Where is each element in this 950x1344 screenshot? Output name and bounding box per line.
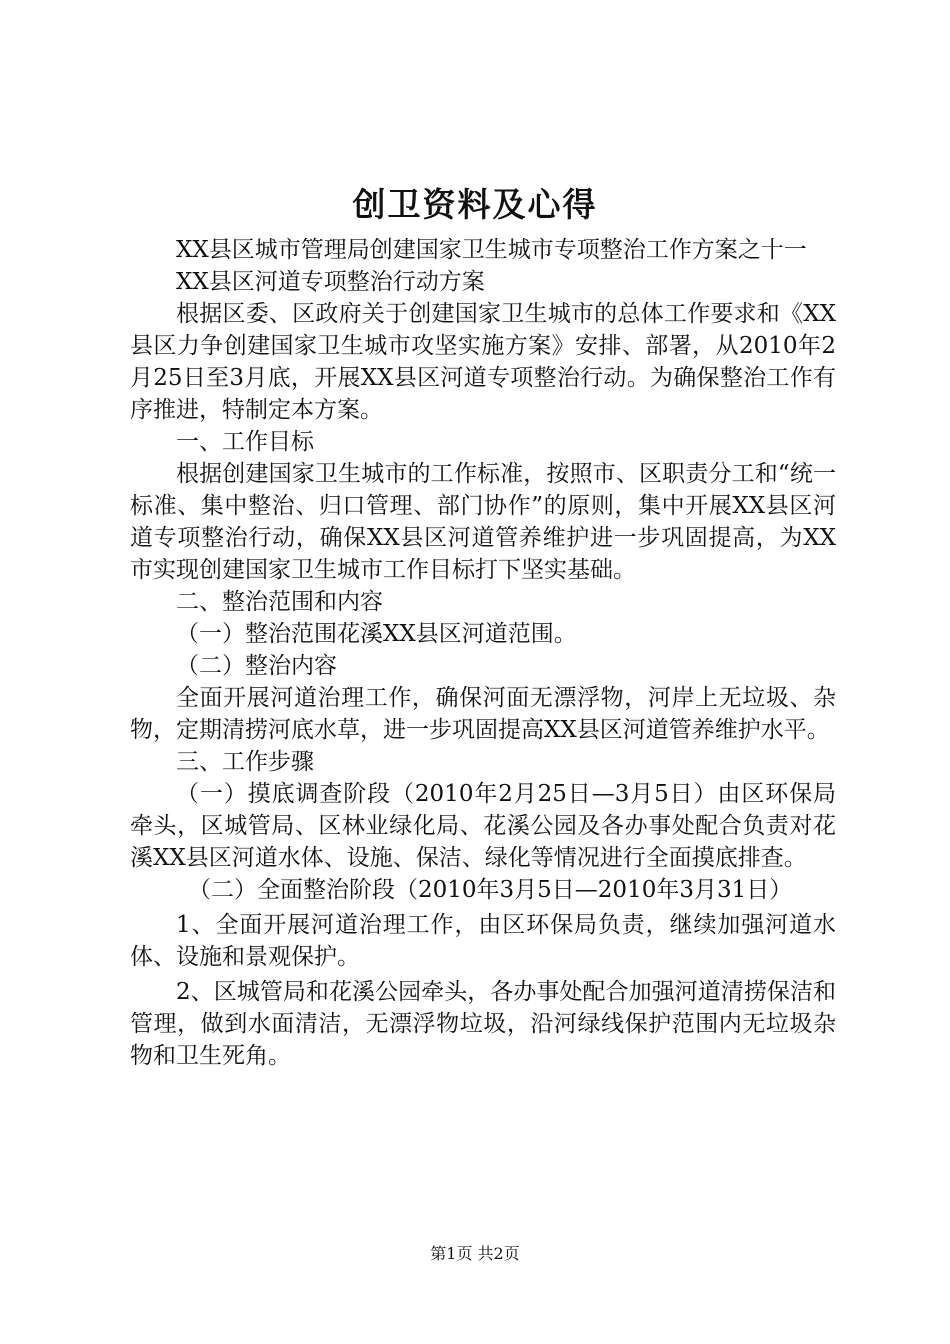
paragraph-intro: 根据区委、区政府关于创建国家卫生城市的总体工作要求和《XX县区力争创建国家卫生城市攻坚实施方案》安排、部署，从2010年2月25日至3月底，开展XX县区河道专项整治行动。为确保整治工作有序推进，特制定本方案。 (130, 301, 836, 423)
paragraph-item-1: 1、全面开展河道治理工作，由区环保局负责，继续加强河道水体、设施和景观保护。 (130, 912, 836, 970)
page-footer: 第1页 共2页 (430, 1244, 520, 1263)
paragraph-scope: （一）整治范围花溪XX县区河道范围。 (176, 621, 577, 647)
paragraph-content: 全面开展河道治理工作，确保河面无漂浮物，河岸上无垃圾、杂物，定期清捞河底水草，进一步巩固提高XX县区河道管养维护水平。 (130, 685, 836, 743)
paragraph-step-survey: （一）摸底调查阶段（2010年2月25日—3月5日）由区环保局牵头，区城管局、区林业绿化局、花溪公园及各办事处配合负责对花溪XX县区河道水体、设施、保洁、绿化等情况进行全面摸底排查。 (130, 781, 836, 871)
document-title: 创卫资料及心得 (352, 185, 598, 224)
document-body (130, 234, 836, 1072)
paragraph-step-rectify: （二）全面整治阶段（2010年3月5日—2010年3月31日） (188, 877, 793, 903)
heading-scope-content: 二、整治范围和内容 (176, 589, 383, 615)
paragraph-plan-series: XX县区城市管理局创建国家卫生城市专项整治工作方案之十一 (176, 237, 807, 263)
paragraph-work-goals: 根据创建国家卫生城市的工作标准，按照市、区职责分工和“统一标准、集中整治、归口管理、部门协作”的原则，集中开展XX县区河道专项整治行动，确保XX县区河道管养维护进一步巩固提高，为XX市实现创建国家卫生城市工作目标打下坚实基础。 (130, 461, 836, 583)
paragraph-plan-title: XX县区河道专项整治行动方案 (176, 269, 485, 295)
heading-work-goals: 一、工作目标 (176, 429, 314, 455)
subheading-content: （二）整治内容 (176, 653, 337, 679)
heading-work-steps: 三、工作步骤 (176, 749, 314, 775)
paragraph-item-2: 2、区城管局和花溪公园牵头，各办事处配合加强河道清捞保洁和管理，做到水面清洁，无漂浮物垃圾，沿河绿线保护范围内无垃圾杂物和卫生死角。 (130, 979, 836, 1069)
